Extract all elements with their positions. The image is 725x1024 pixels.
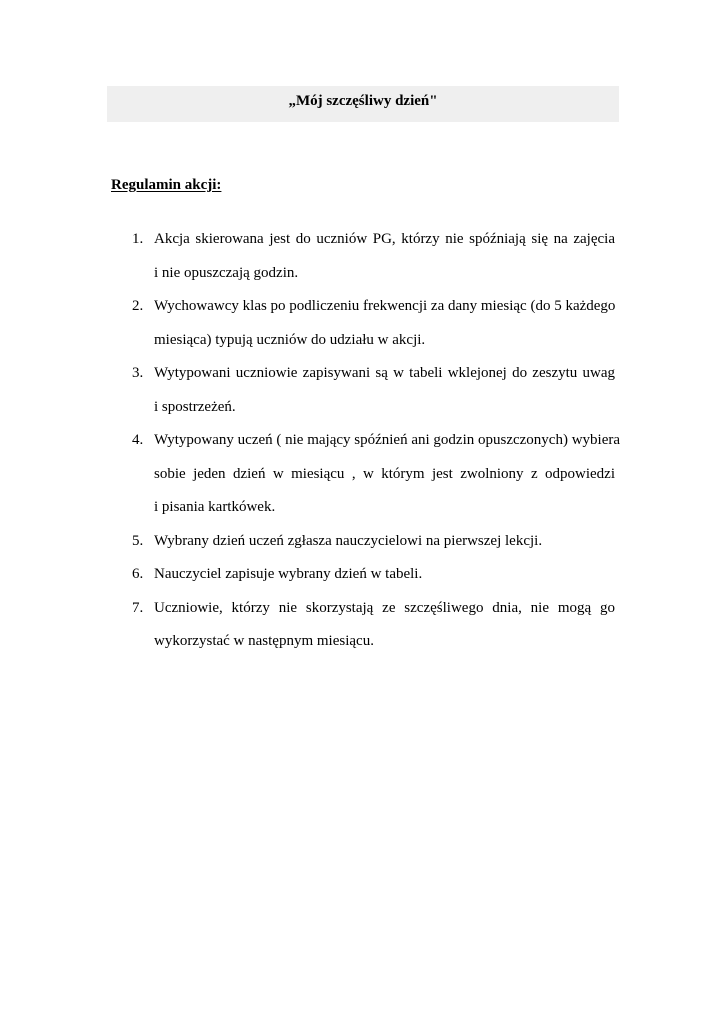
rule-number: 6.	[132, 566, 144, 582]
rule-number: 7.	[132, 599, 144, 616]
rule-line: Akcja skierowana jest do uczniów PG, którzy nie spóźniają się na zajęcia	[154, 231, 615, 247]
rule-text	[154, 525, 615, 559]
rule-number: 1.	[132, 231, 144, 247]
rule-number: 2.	[132, 298, 144, 314]
document-title: „Mój szczęśliwy dzień"	[288, 93, 438, 109]
rules-heading: Regulamin akcji:	[111, 177, 222, 193]
rule-number: 3.	[132, 365, 144, 381]
rule-item	[111, 290, 615, 357]
rule-line: Wybrany dzień uczeń zgłasza nauczycielowi na pierwszej lekcji.	[154, 532, 543, 549]
rule-item	[111, 558, 615, 592]
rule-item	[111, 592, 615, 659]
rule-item	[111, 525, 615, 559]
title-banner	[107, 86, 619, 122]
rule-text	[154, 357, 615, 424]
rule-text	[154, 290, 615, 357]
rule-item	[111, 424, 621, 525]
rule-line: miesiąca) typują uczniów do udziału w akcji.	[154, 331, 426, 348]
rule-line: Wychowawcy klas po podliczeniu frekwencji za dany miesiąc (do 5 każdego	[154, 298, 616, 314]
rule-text	[154, 592, 615, 659]
rule-line: i spostrzeżeń.	[154, 398, 236, 415]
rule-item	[111, 357, 615, 424]
rule-line: i pisania kartkówek.	[154, 499, 276, 515]
rule-text	[154, 223, 615, 290]
rule-line: wykorzystać w następnym miesiącu.	[154, 633, 374, 649]
rule-text	[154, 558, 615, 592]
rule-text	[154, 424, 621, 525]
rule-item	[111, 223, 615, 290]
rule-line: sobie jeden dzień w miesiącu , w którym jest zwolniony z odpowiedzi	[154, 465, 615, 482]
rule-line: Uczniowie, którzy nie skorzystają ze szczęśliwego dnia, nie mogą go	[154, 599, 615, 616]
rule-number: 5.	[132, 532, 144, 549]
rule-number: 4.	[132, 432, 144, 448]
rule-line: i nie opuszczają godzin.	[154, 264, 299, 281]
rule-line: Wytypowani uczniowie zapisywani są w tabeli wklejonej do zeszytu uwag	[154, 365, 615, 381]
rule-line: Wytypowany uczeń ( nie mający spóźnień ani godzin opuszczonych) wybiera	[154, 432, 621, 448]
rules-list	[111, 223, 621, 659]
rule-line: Nauczyciel zapisuje wybrany dzień w tabeli.	[154, 566, 423, 582]
